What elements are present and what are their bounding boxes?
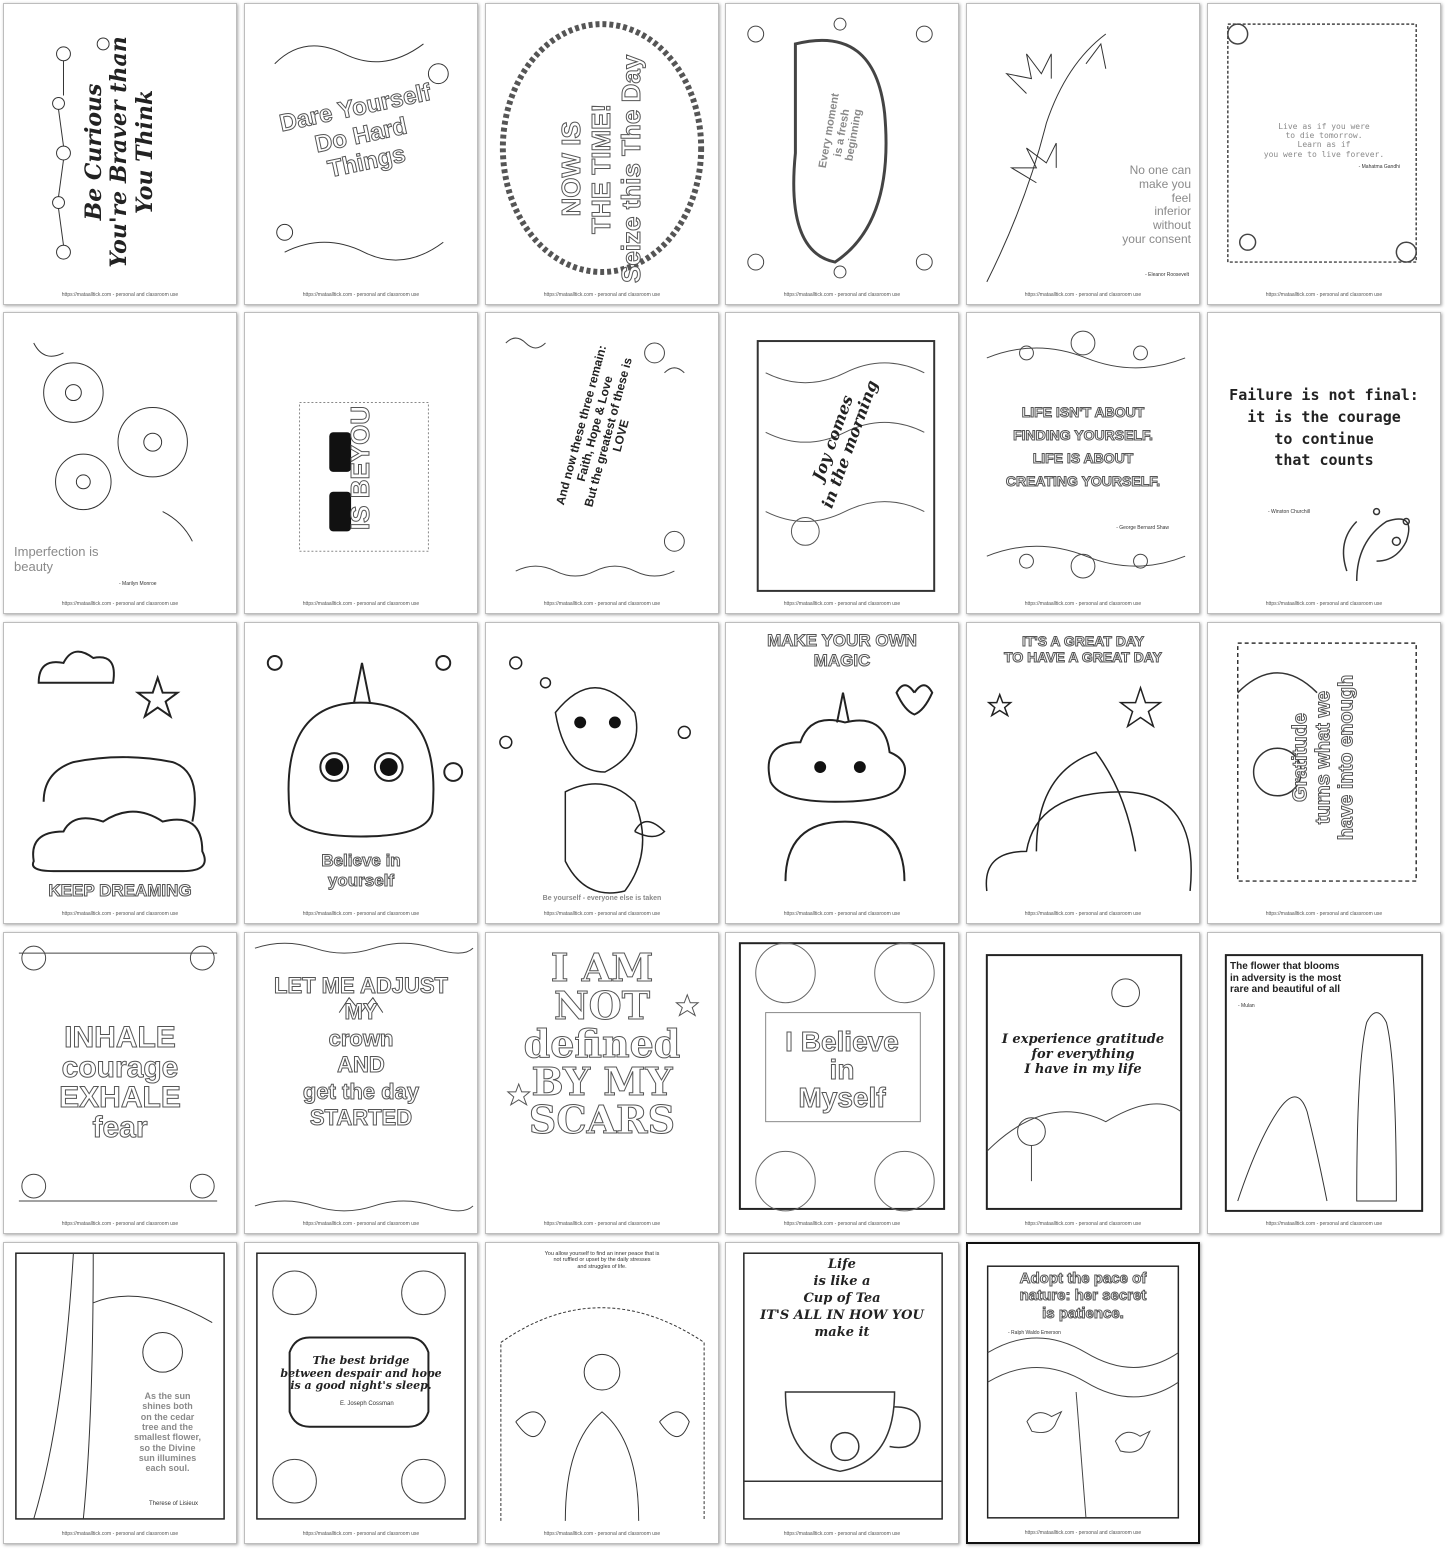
- mermaid-unicorn-art: [486, 623, 718, 923]
- coloring-page-card[interactable]: [966, 622, 1200, 924]
- coloring-page-card[interactable]: [725, 622, 959, 924]
- page-quote: Life is like a Cup of Tea IT'S ALL IN HOW YOU make it: [760, 1257, 924, 1340]
- coloring-page-card[interactable]: [725, 1242, 959, 1544]
- page-quote: INHALE courage EXHALE fear: [59, 1021, 181, 1144]
- page-footer-url: https://mataalltick.com - personal and classroom use: [1265, 292, 1383, 298]
- coloring-page-card[interactable]: [3, 3, 237, 305]
- page-footer-url: https://mataalltick.com - personal and classroom use: [783, 1221, 901, 1227]
- coloring-page-card[interactable]: [725, 312, 959, 614]
- page-footer-url: https://mataalltick.com - personal and classroom use: [61, 292, 179, 298]
- page-footer-url: https://mataalltick.com - personal and classroom use: [783, 911, 901, 917]
- page-footer-url: https://mataalltick.com - personal and classroom use: [302, 601, 420, 607]
- page-quote: Every moment is a fresh beginning: [816, 92, 865, 170]
- coloring-page-card[interactable]: [244, 312, 478, 614]
- page-credit: - Mulan: [1238, 1003, 1255, 1009]
- coloring-page-card[interactable]: [485, 932, 719, 1234]
- page-footer-url: https://mataalltick.com - personal and classroom use: [61, 601, 179, 607]
- page-credit: - George Bernard Shaw: [1116, 525, 1169, 531]
- page-footer-url: https://mataalltick.com - personal and classroom use: [1024, 1221, 1142, 1227]
- page-quote: The best bridge between despair and hope is a good night's sleep.: [280, 1354, 442, 1393]
- coloring-page-card[interactable]: [1207, 932, 1441, 1234]
- page-quote: IS BEYOU: [345, 405, 376, 531]
- page-quote: You allow yourself to find an inner peace that is not ruffled or upset by the daily stresses and struggles of life.: [544, 1251, 660, 1270]
- landscape-sun-art: [967, 933, 1199, 1233]
- coloring-page-card[interactable]: [3, 932, 237, 1234]
- lily-art: [967, 4, 1199, 304]
- coloring-page-card[interactable]: [485, 312, 719, 614]
- page-quote: The flower that blooms in adversity is the most rare and beautiful of all: [1230, 961, 1342, 995]
- page-quote: KEEP DREAMING: [48, 881, 192, 900]
- page-footer-url: https://mataalltick.com - personal and classroom use: [61, 1221, 179, 1227]
- page-credit: - Ralph Waldo Emerson: [1008, 1330, 1061, 1336]
- page-footer-url: https://mataalltick.com - personal and classroom use: [783, 601, 901, 607]
- coloring-page-card-selected[interactable]: [966, 1242, 1200, 1544]
- coloring-page-card[interactable]: [244, 3, 478, 305]
- page-footer-url: https://mataalltick.com - personal and classroom use: [543, 911, 661, 917]
- page-quote: Gratitude turns what we have into enough: [1289, 674, 1358, 841]
- page-quote: Adopt the pace of nature: her secret is patience.: [1019, 1270, 1147, 1322]
- page-credit: E. Joseph Cossman: [340, 1401, 394, 1407]
- page-quote: Failure is not final: it is the courage to continue that counts: [1229, 386, 1419, 470]
- page-quote: Dare Yourself Do Hard Things: [277, 78, 434, 184]
- page-footer-url: https://mataalltick.com - personal and classroom use: [1265, 1221, 1383, 1227]
- page-footer-url: https://mataalltick.com - personal and classroom use: [1024, 1530, 1142, 1536]
- page-quote: And now these three remain: Faith, Hope & Love But the greatest of these is LOVE: [553, 343, 635, 509]
- coloring-page-card[interactable]: [1207, 622, 1441, 924]
- page-quote: Believe in yourself: [321, 851, 401, 890]
- coloring-page-card[interactable]: [966, 312, 1200, 614]
- page-footer-url: https://mataalltick.com - personal and classroom use: [302, 911, 420, 917]
- coloring-page-card[interactable]: [1207, 3, 1441, 305]
- page-footer-url: https://mataalltick.com - personal and classroom use: [783, 292, 901, 298]
- page-footer-url: https://mataalltick.com - personal and classroom use: [1024, 601, 1142, 607]
- page-quote: No one can make you feel inferior without your consent: [1122, 163, 1191, 246]
- coloring-page-card[interactable]: [244, 622, 478, 924]
- coloring-page-card[interactable]: [725, 3, 959, 305]
- page-quote: As the sun shines both on the cedar tree and the smallest flower, so the Divine sun illumines each soul.: [133, 1391, 202, 1474]
- floral-plaque-art: [245, 1243, 477, 1543]
- page-footer-url: https://mataalltick.com - personal and classroom use: [543, 601, 661, 607]
- page-footer-url: https://mataalltick.com - personal and classroom use: [1265, 911, 1383, 917]
- page-quote: LIFE ISN'T ABOUT FINDING YOURSELF. LIFE IS ABOUT CREATING YOURSELF.: [1005, 404, 1161, 490]
- page-footer-url: https://mataalltick.com - personal and classroom use: [543, 1531, 661, 1537]
- page-credit: - Eleanor Roosevelt: [1145, 272, 1189, 278]
- page-footer-url: https://mataalltick.com - personal and classroom use: [61, 1531, 179, 1537]
- page-credit: - Winston Churchill: [1268, 509, 1310, 515]
- coloring-page-card[interactable]: [966, 932, 1200, 1234]
- coloring-page-card[interactable]: [725, 932, 959, 1234]
- page-quote: MAKE YOUR OWN MAGIC: [767, 631, 917, 670]
- page-quote: Be yourself - everyone else is taken: [542, 895, 662, 902]
- coloring-page-card[interactable]: [485, 622, 719, 924]
- page-quote: Live as if you were to die tomorrow. Learn as if you were to live forever.: [1263, 122, 1385, 159]
- coloring-page-card[interactable]: [244, 1242, 478, 1544]
- page-quote: Joy comes in the morning: [808, 377, 882, 511]
- page-footer-url: https://mataalltick.com - personal and classroom use: [1265, 601, 1383, 607]
- page-quote: LET ME ADJUST MY crown AND get the day STARTED: [274, 973, 448, 1130]
- coloring-page-card[interactable]: [3, 622, 237, 924]
- page-footer-url: https://mataalltick.com - personal and classroom use: [543, 1221, 661, 1227]
- coloring-page-card[interactable]: [1207, 312, 1441, 614]
- page-footer-url: https://mataalltick.com - personal and classroom use: [61, 911, 179, 917]
- coloring-page-card[interactable]: [3, 1242, 237, 1544]
- page-quote: Be Curious You're Braver than You Think: [81, 36, 158, 268]
- page-quote: IT'S A GREAT DAY TO HAVE A GREAT DAY: [1004, 633, 1162, 666]
- page-credit: - Mahatma Gandhi: [1358, 164, 1400, 170]
- page-footer-url: https://mataalltick.com - personal and classroom use: [302, 292, 420, 298]
- page-quote: NOW IS THE TIME! Seize this The Day: [556, 54, 646, 283]
- page-footer-url: https://mataalltick.com - personal and classroom use: [783, 1531, 901, 1537]
- meditation-art: [486, 1243, 718, 1543]
- coloring-page-card[interactable]: [966, 3, 1200, 305]
- unicorn-rainbow-art: [967, 623, 1199, 923]
- page-quote: Imperfection is beauty: [14, 544, 99, 574]
- page-footer-url: https://mataalltick.com - personal and classroom use: [1024, 292, 1142, 298]
- page-credit: - Marilyn Monroe: [119, 581, 157, 587]
- coloring-page-card[interactable]: [3, 312, 237, 614]
- page-credit: Therese of Lisieux: [149, 1501, 199, 1507]
- page-quote: I experience gratitude for everything I have in my life: [1001, 1032, 1165, 1077]
- page-footer-url: https://mataalltick.com - personal and classroom use: [1024, 911, 1142, 917]
- page-quote: I Believe in Myself: [785, 1026, 899, 1113]
- coloring-page-card[interactable]: [485, 3, 719, 305]
- coloring-page-card[interactable]: [244, 932, 478, 1234]
- coloring-page-card[interactable]: [485, 1242, 719, 1544]
- page-quote: I AM NOT defined BY MY SCARS: [523, 945, 681, 1142]
- unicorn-cloud-art: [4, 623, 236, 923]
- page-footer-url: https://mataalltick.com - personal and classroom use: [543, 292, 661, 298]
- page-footer-url: https://mataalltick.com - personal and classroom use: [302, 1221, 420, 1227]
- page-footer-url: https://mataalltick.com - personal and classroom use: [302, 1531, 420, 1537]
